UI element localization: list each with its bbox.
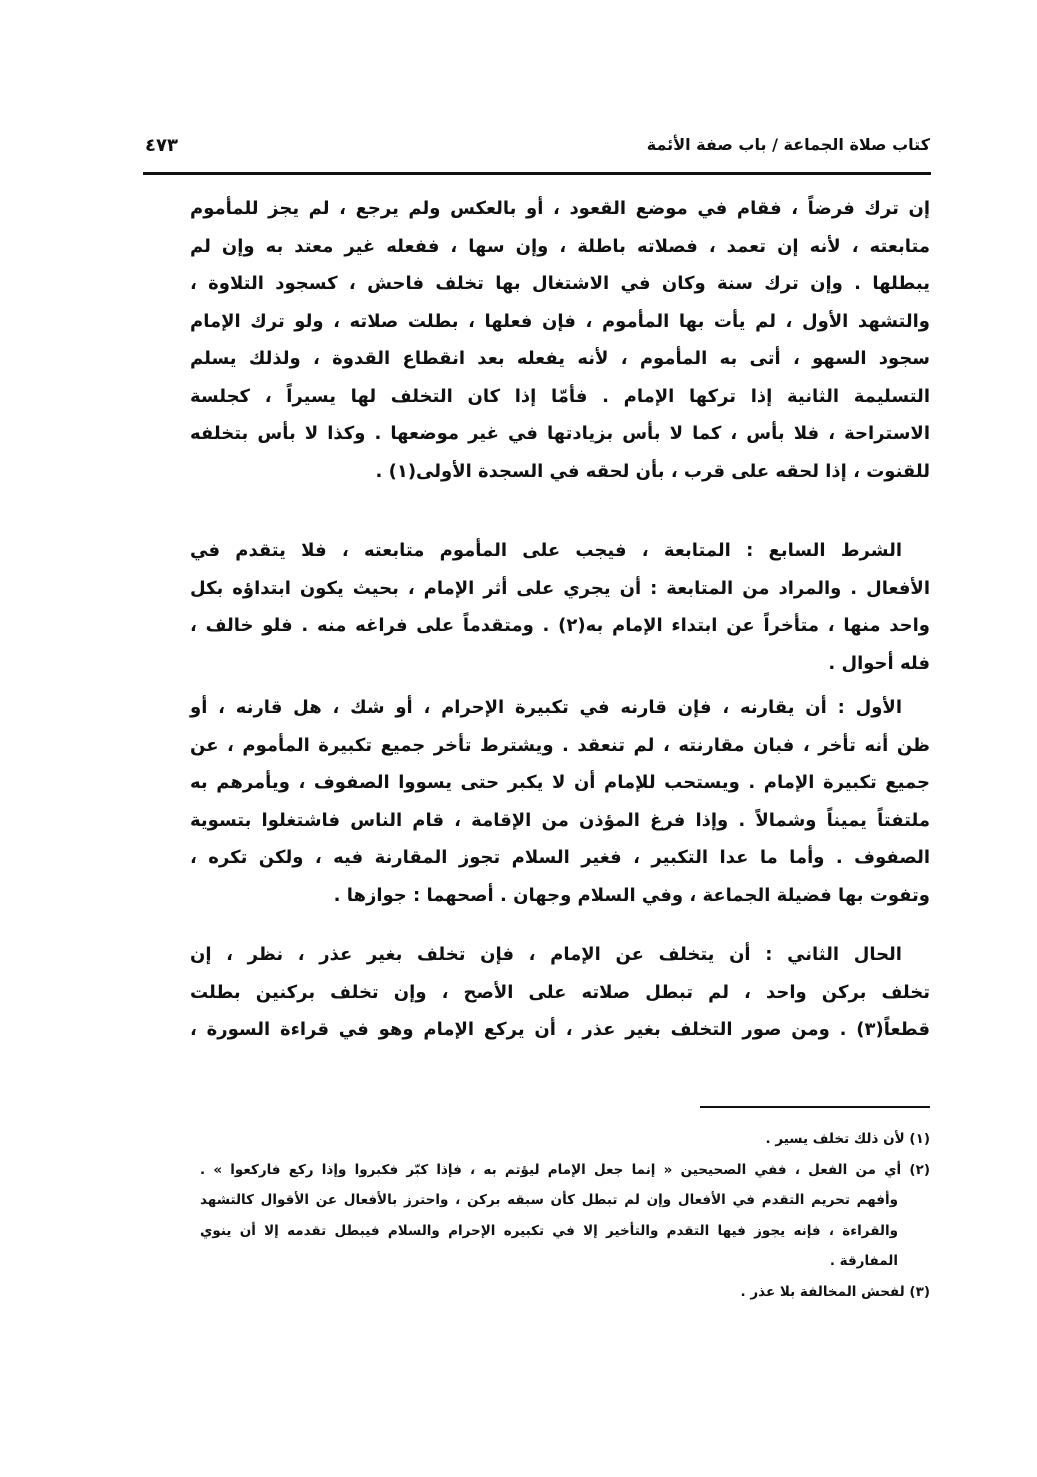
footnote-line: وأفهم تحريم التقدم في الأفعال وإن لم تبطل كأن سبقه بركن ، واحترز بالأفعال عن الأقوال كالتشهد bbox=[200, 1192, 898, 1208]
text-line bbox=[190, 936, 930, 974]
text-line bbox=[190, 764, 930, 802]
line-text: والتشهد الأول ، لم يأت بها المأموم ، فإن فعلها ، بطلت صلاته ، ولو ترك الإمام bbox=[190, 310, 930, 332]
line-text: فله أحوال . bbox=[828, 652, 930, 674]
text-line bbox=[190, 415, 930, 453]
footnote-line: والقراءة ، فإنه يجوز فيها التقدم والتأخير إلا في تكبيره الإحرام والسلام فيبطل تقدمه إلا أن ينوي bbox=[200, 1222, 898, 1239]
footnote-line: (٢) أي من الفعل ، ففي الصحيحين « إنما جعل الإمام ليؤتم به ، فإذا كبّر فكبروا وإذا ركع فاركعوا » . bbox=[200, 1161, 930, 1178]
line-text: : أن يتخلف عن الإمام ، فإن تخلف بغير عذر ، نظر ، إن bbox=[190, 944, 788, 965]
text-line bbox=[190, 378, 930, 416]
text-line bbox=[190, 974, 930, 1012]
text-line bbox=[190, 265, 930, 303]
paragraph bbox=[190, 190, 930, 490]
text-line bbox=[190, 689, 930, 727]
footnote-line: (١) لأن ذلك تخلف يسير . bbox=[765, 1131, 930, 1147]
line-text: جميع تكبيرة الإمام . ويستحب للإمام أن لا يكبر حتى يسووا الصفوف ، ويأمرهم به bbox=[190, 772, 930, 793]
text-line bbox=[190, 645, 930, 683]
line-text: التسليمة الثانية إذا تركها الإمام . فأمّا إذا كان التخلف لها يسيراً ، كجلسة bbox=[190, 385, 930, 407]
line-text: واحد منها ، متأخراً عن ابتداء الإمام به(٢) . ومتقدماً على فراغه منه . فلو خالف ، bbox=[190, 615, 930, 636]
line-text: الصفوف . وأما ما عدا التكبير ، فغير السلام تجوز المقارنة فيه ، ولكن تكره ، bbox=[190, 847, 930, 868]
text-line bbox=[190, 607, 930, 645]
footnote-separator bbox=[700, 1106, 930, 1108]
line-text: قطعاً(٣) . ومن صور التخلف بغير عذر ، أن يركع الإمام وهو في قراءة السورة ، bbox=[190, 1019, 930, 1040]
page-header bbox=[140, 135, 930, 165]
section-lead: الشرط السابع bbox=[768, 540, 902, 561]
line-text: ملتفتاً يميناً وشمالاً . وإذا فرغ المؤذن من الإقامة ، قام الناس فاشتغلوا بتسوية bbox=[190, 809, 930, 831]
line-text: الأفعال . والمراد من المتابعة : أن يجري على أثر الإمام ، بحيث يكون ابتداؤه بكل bbox=[190, 577, 930, 599]
text-line bbox=[190, 303, 930, 341]
text-line bbox=[190, 340, 930, 378]
footnote-line: المفارقة . bbox=[829, 1253, 898, 1269]
line-text: : المتابعة ، فيجب على المأموم متابعته ، فلا يتقدم في bbox=[190, 540, 769, 561]
line-text: متابعته ، لأنه إن تعمد ، فصلاته باطلة ، وإن سها ، ففعله غير معتد به وإن لم bbox=[190, 235, 930, 257]
line-text: تخلف بركن واحد ، لم تبطل صلاته على الأصح ، وإن تخلف بركنين بطلت bbox=[190, 981, 930, 1003]
line-text: إن ترك فرضاً ، فقام في موضع القعود ، أو بالعكس ولم يرجع ، لم يجز للمأموم bbox=[190, 198, 930, 219]
line-text: سجود السهو ، أتى به المأموم ، لأنه يفعله بعد انقطاع القدوة ، ولذلك يسلم bbox=[190, 348, 930, 369]
paragraph bbox=[190, 936, 930, 1049]
line-text: ظن أنه تأخر ، فبان مقارنته ، لم تنعقد . ويشترط تأخر جميع تكبيرة المأموم ، عن bbox=[190, 734, 930, 756]
running-title: كتاب صلاة الجماعة / باب صفة الأئمة bbox=[646, 135, 930, 154]
section-lead: الأول bbox=[855, 697, 902, 718]
section-lead: الحال الثاني bbox=[787, 944, 902, 965]
footnote-line: (٣) لفحش المخالفة بلا عذر . bbox=[740, 1283, 930, 1300]
paragraph bbox=[190, 689, 930, 914]
text-line bbox=[190, 839, 930, 877]
header-rule bbox=[143, 172, 931, 175]
line-text: يبطلها . وإن ترك سنة وكان في الاشتغال بها تخلف فاحش ، كسجود التلاوة ، bbox=[190, 273, 930, 294]
line-text: وتفوت بها فضيلة الجماعة ، وفي السلام وجهان . أصحهما : جوازها . bbox=[333, 884, 930, 906]
text-line bbox=[190, 802, 930, 840]
page-number: ٤٧٣ bbox=[145, 135, 178, 156]
text-line bbox=[190, 532, 930, 570]
text-line bbox=[190, 877, 930, 915]
text-line bbox=[190, 190, 930, 228]
text-line bbox=[190, 570, 930, 608]
paragraph bbox=[190, 532, 930, 682]
text-line bbox=[190, 1011, 930, 1049]
main-text bbox=[190, 190, 930, 1049]
text-line bbox=[190, 727, 930, 765]
line-text: الاستراحة ، فلا بأس ، كما لا بأس بزيادتها في غير موضعها . وكذا لا بأس بتخلفه bbox=[190, 423, 930, 444]
line-text: : أن يقارنه ، فإن قارنه في تكبيرة الإحرام ، أو شك ، هل قارنه ، أو bbox=[190, 697, 856, 718]
text-line bbox=[190, 228, 930, 266]
text-line bbox=[190, 453, 930, 491]
footnotes bbox=[200, 1124, 930, 1307]
line-text: للقنوت ، إذا لحقه على قرب ، بأن لحقه في السجدة الأولى(١) . bbox=[375, 460, 930, 482]
